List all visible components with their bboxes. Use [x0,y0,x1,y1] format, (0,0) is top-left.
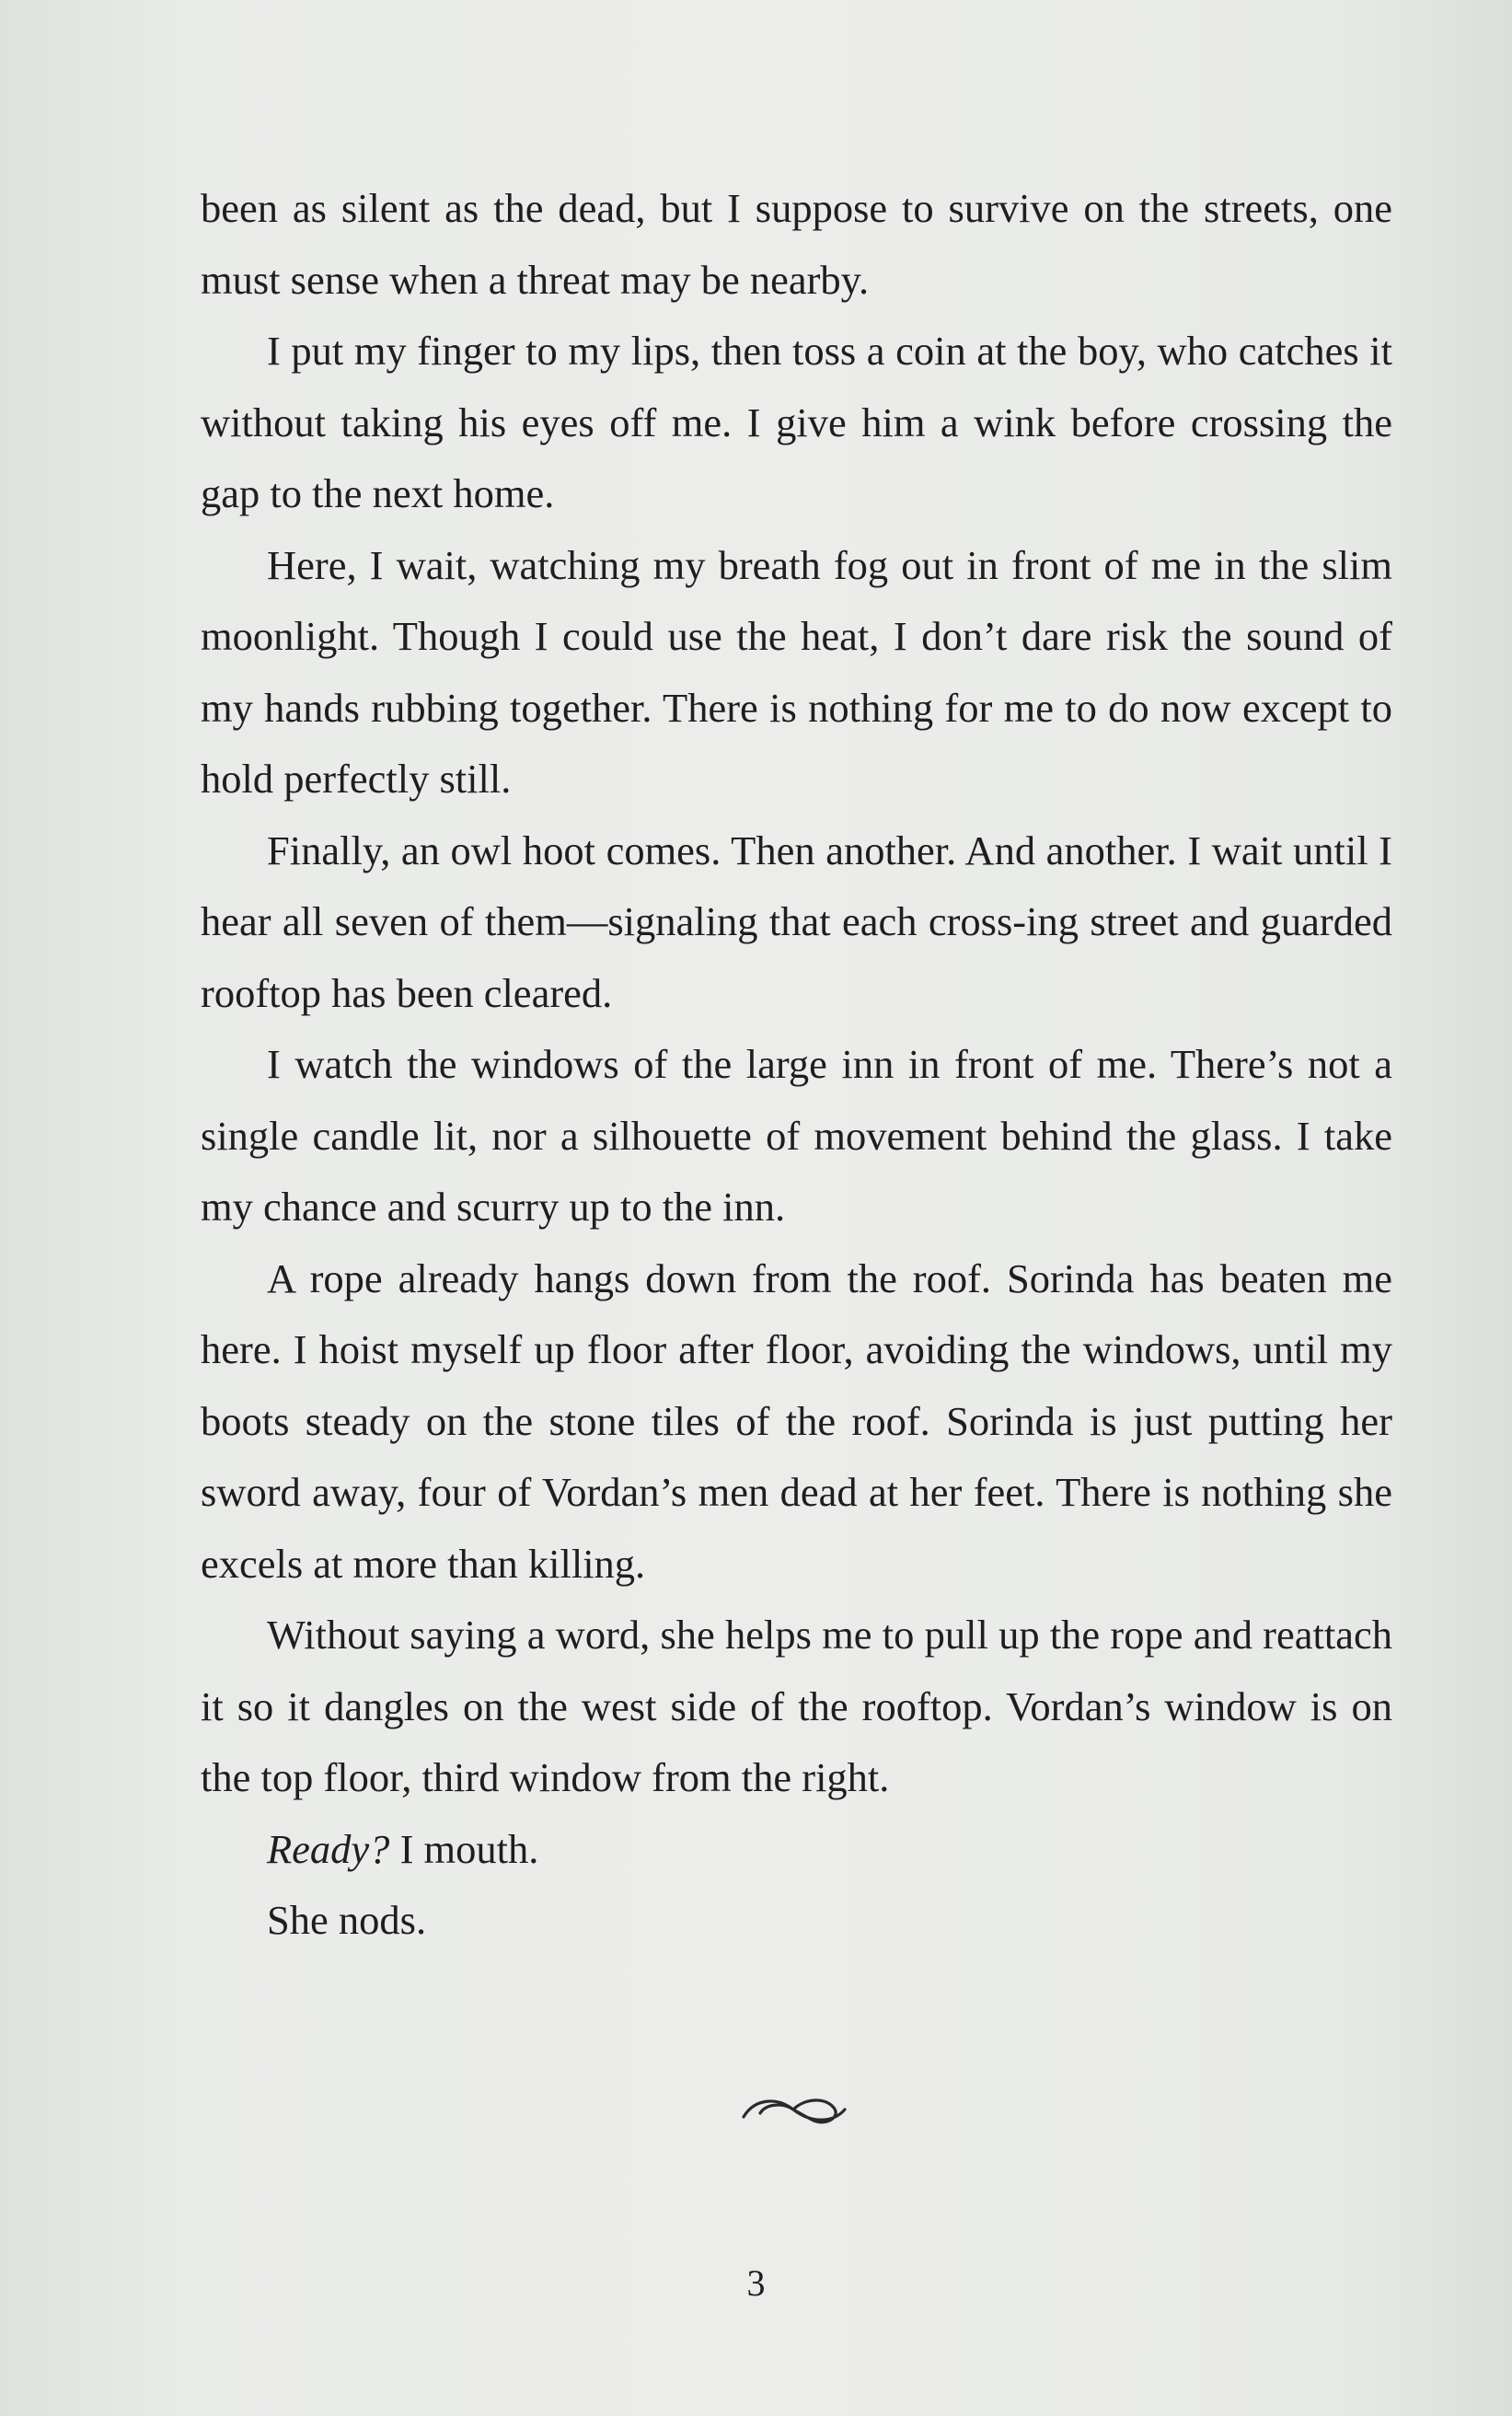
paragraph-8 [201,1814,1392,1886]
paragraph-2 [201,316,1392,530]
paragraph-4-text: Finally, an owl hoot comes. Then another. And another. I wait until I hear all seven of them—signaling that each cross-ing street and guarded rooftop has been cleared. [201,827,1392,1016]
paragraph-7 [201,1600,1392,1814]
paragraph-1-text: been as silent as the dead, but I suppose to survive on the streets, one must sense when a threat may be nearby. [201,185,1392,303]
paragraph-5-text: I watch the windows of the large inn in front of me. There’s not a single candle lit, nor a silhouette of movement behind the glass. I take my chance and scurry up to the inn. [201,1041,1392,1230]
paragraph-4 [201,815,1392,1030]
paragraph-9-text: She nods. [267,1897,427,1943]
paragraph-9 [201,1885,1392,1957]
paragraph-8-italic-text: Ready? [267,1825,390,1872]
paragraph-6-text: A rope already hangs down from the roof. Sorinda has beaten me here. I hoist myself up floor after floor, avoiding the windows, until my boots steady on the stone tiles of the roof. Sorinda is just putting her sword away, four of Vordan’s men dead at her feet. There is nothing she excels at more than killing. [201,1254,1392,1587]
paragraph-5 [201,1029,1392,1243]
body-text [201,173,1392,1957]
paragraph-3-text: Here, I wait, watching my breath fog out in front of me in the slim moonlight. Though I could use the heat, I don’t dare risk the sound of my hands rubbing together. There is nothing for me to do now except to hold perfectly still. [201,541,1392,802]
paragraph-1 [201,173,1392,316]
page-number: 3 [746,2262,766,2304]
paragraph-6 [201,1243,1392,1601]
paragraph-8-text: I mouth. [389,1825,539,1872]
paragraph-7-text: Without saying a word, she helps me to pull up the rope and reattach it so it dangles on the west side of the rooftop. Vordan’s window is on the top floor, third window from the right. [201,1612,1392,1800]
swash-ornament-icon [736,2082,856,2137]
paragraph-3 [201,530,1392,815]
paragraph-2-text: I put my finger to my lips, then toss a coin at the boy, who catches it without taking his eyes off me. I give him a wink before crossing the gap to the next home. [201,328,1392,516]
